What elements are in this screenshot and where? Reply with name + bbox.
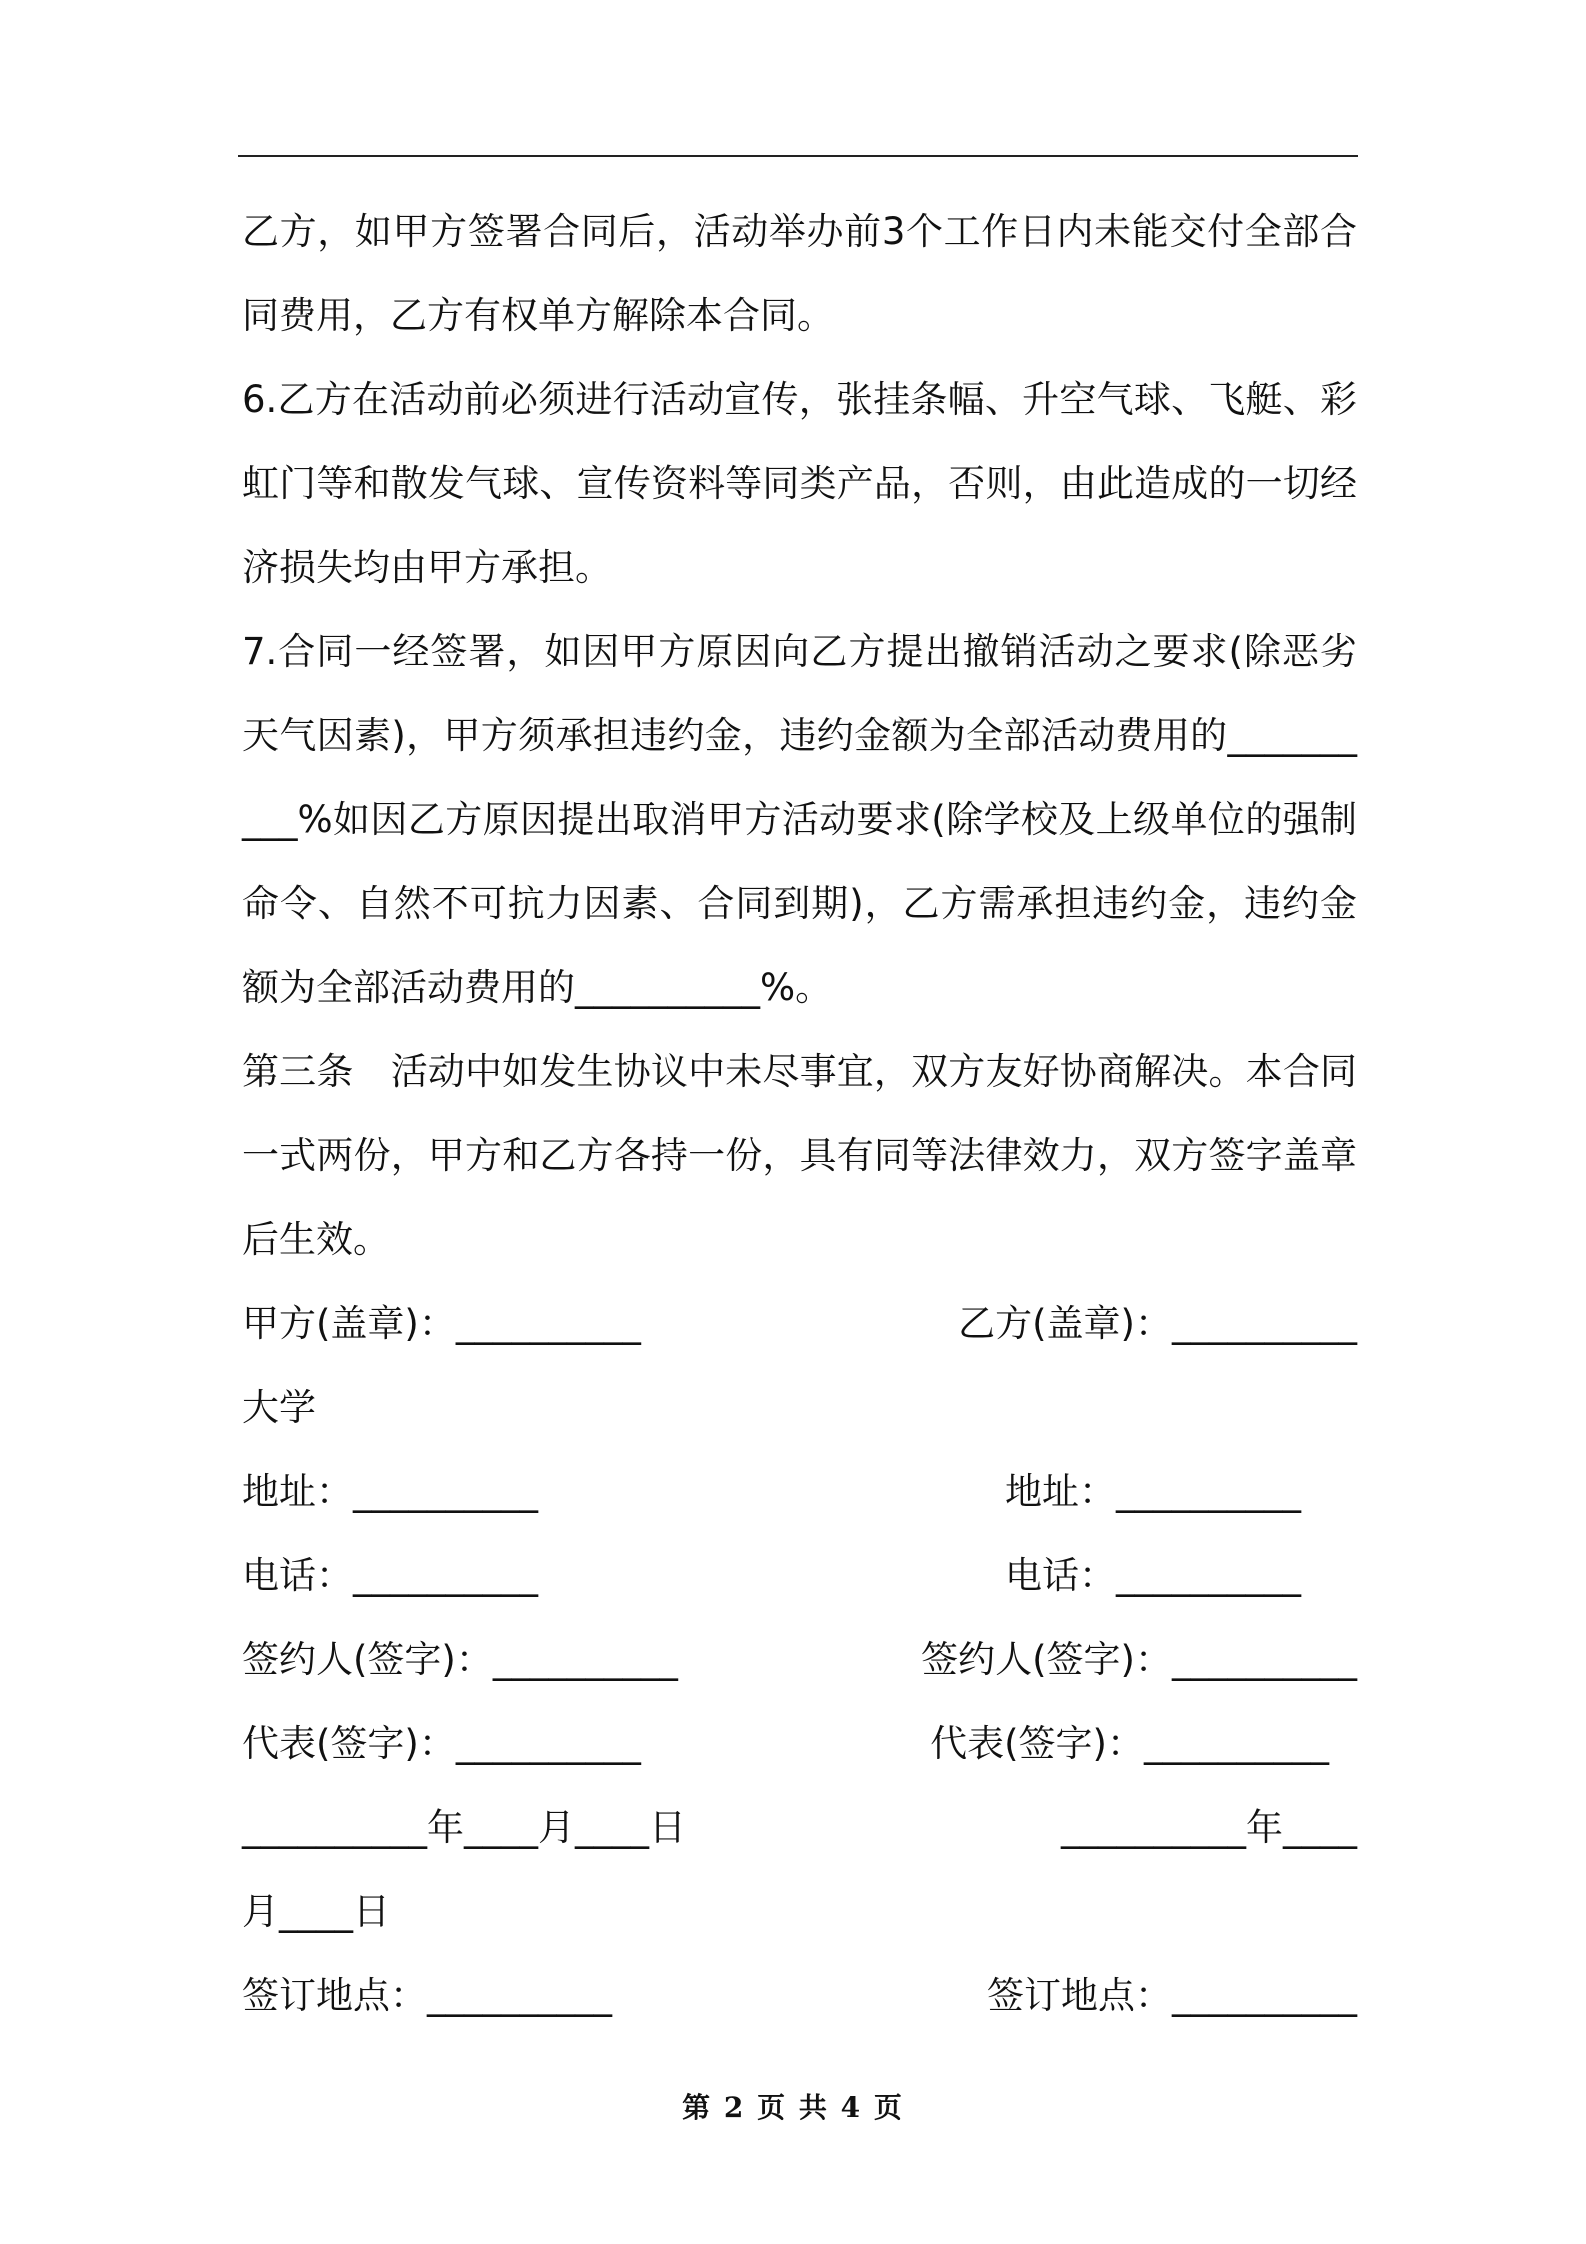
party-a-phone: 电话：__________ [242, 1554, 538, 1597]
university-label: 大学 [242, 1386, 316, 1429]
party-a-address: 地址：__________ [242, 1470, 538, 1513]
paragraph-clause-6: 6.乙方在活动前必须进行活动宣传，张挂条幅、升空气球、飞艇、彩虹门等和散发气球、宣传资料等同类产品，否则，由此造成的一切经济损失均由甲方承担。 [242, 378, 1357, 589]
party-a-signer: 签约人(签字)：__________ [242, 1638, 678, 1681]
signature-phone-row [242, 1534, 1357, 1618]
party-b-date: __________年____ [1061, 1806, 1357, 1849]
header-rule [238, 155, 1358, 157]
page-number-footer: 第 2 页 共 4 页 [682, 2091, 904, 2124]
signature-address-row [242, 1450, 1357, 1534]
signature-seal-row [242, 1282, 1357, 1366]
paragraph-payment-clause: 乙方，如甲方签署合同后，活动举办前3个工作日内未能交付全部合同费用，乙方有权单方解除本合同。 [242, 210, 1357, 337]
party-b-signing-place: 签订地点：__________ [987, 1974, 1357, 2017]
signature-signer-row [242, 1618, 1357, 1702]
signature-place-row [242, 1954, 1357, 2038]
party-b-seal: 乙方(盖章)：__________ [958, 1302, 1357, 1345]
document-body [242, 190, 1357, 2038]
party-a-seal: 甲方(盖章)：__________ [242, 1302, 641, 1345]
paragraph-clause-7: 7.合同一经签署，如因甲方原因向乙方提出撤销活动之要求(除恶劣天气因素)，甲方须承担违约金，违约金额为全部活动费用的__________%如因乙方原因提出取消甲方活动要求(除学校及上级单位的强制命令、自然不可抗力因素、合同到期)，乙方需承担违约金，违约金额为全部活动费用的__________%。 [242, 630, 1357, 1009]
party-b-representative: 代表(签字)：__________ [930, 1722, 1329, 1765]
signature-representative-row [242, 1702, 1357, 1786]
party-a-date: __________年____月____日 [242, 1806, 686, 1849]
party-a-signing-place: 签订地点：__________ [242, 1974, 612, 2017]
party-b-address: 地址：__________ [1005, 1470, 1301, 1513]
party-b-signer: 签约人(签字)：__________ [921, 1638, 1357, 1681]
party-b-date-continued: 月____日 [242, 1890, 390, 1933]
party-b-phone: 电话：__________ [1005, 1554, 1301, 1597]
paragraph-article-3: 第三条 活动中如发生协议中未尽事宜，双方友好协商解决。本合同一式两份，甲方和乙方各持一份，具有同等法律效力，双方签字盖章后生效。 [242, 1050, 1357, 1261]
signature-date-row [242, 1786, 1357, 1870]
party-a-representative: 代表(签字)：__________ [242, 1722, 641, 1765]
